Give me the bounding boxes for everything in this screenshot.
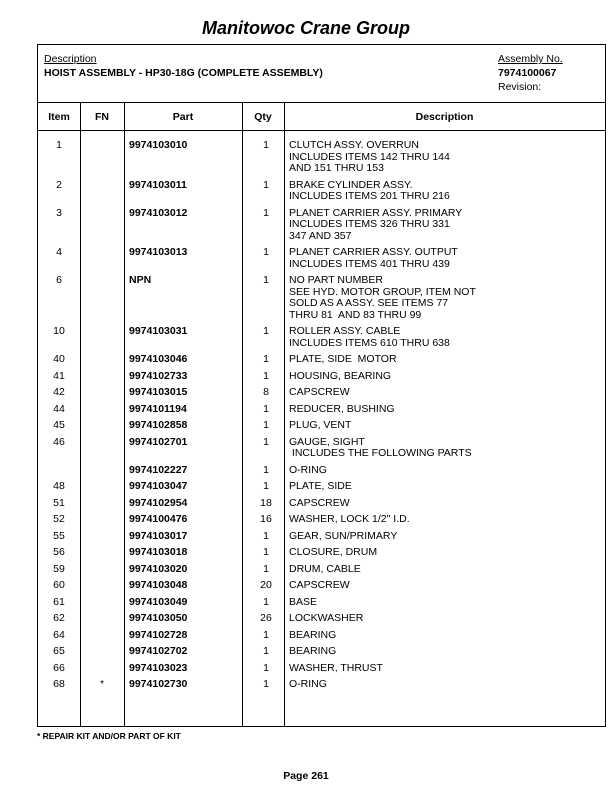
description-cell — [289, 498, 604, 510]
description-line: ROLLER ASSY. CABLE — [289, 325, 401, 337]
description-line: DRUM, CABLE — [289, 562, 361, 575]
quantity-cell: 1 — [263, 325, 269, 337]
description-cell — [289, 465, 604, 477]
description-line: CLOSURE, DRUM — [289, 546, 378, 558]
description-cell — [289, 140, 604, 175]
description-cell — [289, 420, 604, 432]
description-value: HOIST ASSEMBLY - HP30-18G (COMPLETE ASSEMBLY) — [44, 67, 323, 79]
description-cell — [289, 481, 604, 493]
item-cell: 60 — [53, 579, 65, 591]
description-line: INCLUDES ITEMS 610 THRU 638 — [289, 336, 450, 349]
part-number-cell: 9974101194 — [129, 402, 187, 415]
description-line: CAPSCREW — [289, 579, 350, 591]
description-line: PLATE, SIDE — [289, 480, 352, 492]
quantity-cell: 1 — [263, 463, 269, 476]
item-cell: 48 — [53, 480, 65, 492]
description-line: 347 AND 357 — [289, 229, 352, 242]
description-cell — [289, 180, 604, 203]
part-number-cell: 9974102733 — [129, 369, 188, 382]
description-line: INCLUDES THE FOLLOWING PARTS — [289, 447, 472, 459]
part-number-cell: 9974102730 — [129, 678, 188, 690]
description-line: INCLUDES ITEMS 201 THRU 216 — [289, 190, 450, 202]
item-cell: 64 — [53, 628, 65, 641]
description-line: GEAR, SUN/PRIMARY — [289, 529, 398, 542]
item-cell: 40 — [53, 353, 65, 365]
item-cell: 52 — [53, 513, 65, 525]
description-cell — [289, 663, 604, 675]
column-header-description: Description — [415, 111, 474, 123]
description-line: HOUSING, BEARING — [289, 369, 392, 382]
item-cell: 61 — [53, 595, 65, 608]
description-line: PLANET CARRIER ASSY. OUTPUT — [289, 246, 458, 258]
quantity-cell: 1 — [263, 562, 269, 575]
column-divider — [124, 103, 125, 726]
description-line: BEARING — [289, 628, 337, 641]
assembly-value: 7974100067 — [498, 67, 557, 79]
part-number-cell: 9974103011 — [129, 178, 187, 191]
revision-label: Revision: — [498, 81, 542, 93]
quantity-cell: 1 — [263, 645, 269, 657]
assembly-header — [38, 45, 605, 103]
quantity-cell: 1 — [263, 628, 269, 641]
part-number-cell: 9974103046 — [129, 353, 188, 365]
part-number-cell: 9974103047 — [129, 480, 188, 492]
item-cell: 62 — [53, 612, 65, 624]
part-number-cell: 9974103048 — [129, 579, 188, 591]
quantity-cell: 20 — [260, 579, 272, 591]
quantity-cell: 1 — [263, 402, 269, 415]
item-cell: 4 — [56, 246, 62, 258]
description-line: GAUGE, SIGHT — [289, 435, 365, 448]
description-line: SOLD AS A ASSY. SEE ITEMS 77 — [289, 297, 449, 309]
item-cell: 55 — [53, 529, 65, 542]
quantity-cell: 1 — [263, 353, 269, 365]
item-cell: 65 — [53, 645, 65, 657]
part-number-cell: 9974102858 — [129, 419, 188, 431]
description-cell — [289, 531, 604, 543]
description-cell — [289, 354, 604, 366]
description-line: CAPSCREW — [289, 386, 350, 398]
description-cell — [289, 387, 604, 399]
quantity-cell: 26 — [260, 612, 272, 624]
description-line: INCLUDES ITEMS 326 THRU 331 — [289, 218, 450, 230]
item-cell: 51 — [53, 496, 65, 509]
item-cell: 44 — [53, 402, 65, 415]
item-cell: 59 — [53, 562, 65, 575]
item-cell: 68 — [53, 678, 65, 690]
part-number-cell: 9974103018 — [129, 546, 188, 558]
part-number-cell: 9974103010 — [129, 139, 188, 151]
part-number-cell: 9974102954 — [129, 496, 188, 509]
quantity-cell: 1 — [263, 369, 269, 382]
quantity-cell: 1 — [263, 546, 269, 558]
item-cell: 6 — [56, 274, 62, 286]
page-number: Page 261 — [283, 770, 329, 782]
part-number-cell: 9974102227 — [129, 463, 188, 476]
item-cell: 42 — [53, 386, 65, 398]
part-number-cell: 9974103020 — [129, 562, 188, 575]
item-cell: 10 — [53, 325, 65, 337]
description-line: BRAKE CYLINDER ASSY. — [289, 178, 413, 191]
quantity-cell: 1 — [263, 206, 269, 219]
quantity-cell: 1 — [263, 246, 269, 258]
part-number-cell: 9974103015 — [129, 386, 188, 398]
description-cell — [289, 208, 604, 243]
item-cell: 3 — [56, 206, 62, 219]
description-line: BASE — [289, 595, 318, 608]
description-line: CAPSCREW — [289, 496, 350, 509]
description-cell — [289, 371, 604, 383]
part-number-cell: 9974103012 — [129, 206, 188, 219]
description-line: INCLUDES ITEMS 142 THRU 144 — [289, 150, 450, 163]
description-line: WASHER, LOCK 1/2" I.D. — [289, 513, 410, 525]
description-cell — [289, 275, 604, 321]
quantity-cell: 1 — [263, 595, 269, 608]
description-cell — [289, 630, 604, 642]
column-divider — [242, 103, 243, 726]
column-divider — [80, 103, 81, 726]
part-number-cell: 9974103050 — [129, 612, 188, 624]
description-cell — [289, 564, 604, 576]
quantity-cell: 1 — [263, 419, 269, 431]
item-cell: 41 — [53, 369, 65, 382]
quantity-cell: 8 — [263, 386, 269, 398]
description-line: LOCKWASHER — [289, 612, 364, 624]
description-label: Description — [44, 53, 97, 65]
description-line: PLANET CARRIER ASSY. PRIMARY — [289, 206, 463, 219]
description-cell — [289, 247, 604, 270]
part-number-cell: 9974102701 — [129, 435, 188, 448]
description-line: NO PART NUMBER — [289, 274, 383, 286]
part-number-cell: 9974102702 — [129, 645, 188, 657]
item-cell: 66 — [53, 661, 65, 674]
description-line: PLATE, SIDE MOTOR — [289, 353, 397, 365]
description-cell — [289, 679, 604, 691]
quantity-cell: 18 — [260, 496, 272, 509]
part-number-cell: 9974103013 — [129, 246, 188, 258]
description-line: SEE HYD. MOTOR GROUP, ITEM NOT — [289, 285, 476, 298]
column-header-part: Part — [172, 111, 194, 123]
column-header-item: Item — [48, 111, 70, 123]
quantity-cell: 1 — [263, 274, 269, 286]
description-cell — [289, 580, 604, 592]
part-number-cell: 9974103017 — [129, 529, 188, 542]
quantity-cell: 1 — [263, 480, 269, 492]
description-line: O-RING — [289, 678, 327, 690]
description-line: BEARING — [289, 645, 337, 657]
quantity-cell: 1 — [263, 139, 269, 151]
item-cell: 56 — [53, 546, 65, 558]
part-number-cell: 9974100476 — [129, 513, 188, 525]
column-header-qty: Qty — [254, 111, 272, 123]
part-number-cell: 9974102728 — [129, 628, 188, 641]
fn-cell: * — [99, 678, 105, 690]
quantity-cell: 1 — [263, 178, 269, 191]
description-line: AND 151 THRU 153 — [289, 162, 384, 174]
item-cell: 1 — [56, 139, 62, 151]
quantity-cell: 1 — [263, 661, 269, 674]
part-number-cell: 9974103049 — [129, 595, 188, 608]
description-cell — [289, 597, 604, 609]
quantity-cell: 1 — [263, 435, 269, 448]
description-cell — [289, 646, 604, 658]
description-cell — [289, 514, 604, 526]
page-title: Manitowoc Crane Group — [201, 18, 410, 38]
description-cell — [289, 404, 604, 416]
description-cell — [289, 613, 604, 625]
description-line: WASHER, THRUST — [289, 661, 383, 674]
column-header-fn: FN — [95, 111, 109, 123]
description-line: REDUCER, BUSHING — [289, 402, 395, 415]
quantity-cell: 1 — [263, 678, 269, 690]
quantity-cell: 16 — [260, 513, 272, 525]
item-cell: 45 — [53, 419, 65, 431]
description-line: O-RING — [289, 463, 327, 476]
description-line: THRU 81 AND 83 THRU 99 — [289, 308, 422, 321]
item-cell: 2 — [56, 178, 62, 191]
description-cell — [289, 437, 604, 460]
parts-table — [37, 44, 606, 727]
part-number-cell: NPN — [129, 274, 152, 286]
quantity-cell: 1 — [263, 529, 269, 542]
part-number-cell: 9974103031 — [129, 325, 188, 337]
footnote: * REPAIR KIT AND/OR PART OF KIT — [37, 731, 181, 741]
description-line: PLUG, VENT — [289, 419, 352, 431]
description-line: CLUTCH ASSY. OVERRUN — [289, 139, 419, 151]
item-cell: 46 — [53, 435, 65, 448]
description-line: INCLUDES ITEMS 401 THRU 439 — [289, 257, 450, 270]
part-number-cell: 9974103023 — [129, 661, 188, 674]
description-cell — [289, 326, 604, 349]
description-cell — [289, 547, 604, 559]
assembly-label: Assembly No. — [498, 53, 563, 65]
